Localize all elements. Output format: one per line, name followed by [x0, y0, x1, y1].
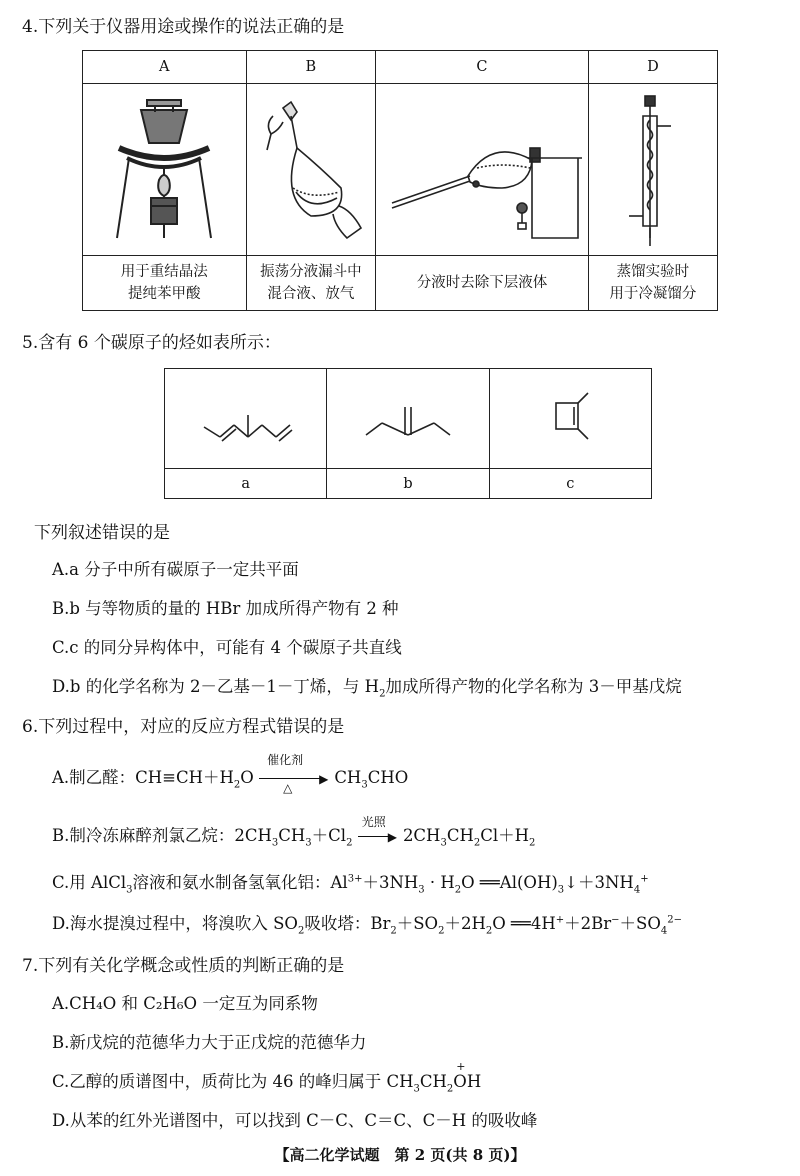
reaction-arrow-b: 光照 ▶	[358, 827, 398, 847]
funnel-and-beaker-illustration	[382, 88, 582, 248]
q7-option-a: A.CH₄O 和 C₂H₆O 一定互为同系物	[52, 994, 318, 1013]
structure-label-c: c	[489, 469, 651, 499]
skeletal-formula-a	[176, 377, 316, 457]
structure-c	[489, 369, 651, 469]
q4-table	[82, 50, 718, 311]
q7-option-b: B.新戊烷的范德华力大于正戊烷的范德华力	[52, 1033, 367, 1052]
condenser-illustration	[613, 88, 693, 248]
page-footer: 【高二化学试题 第 2 页(共 8 页)】	[274, 1146, 526, 1164]
structure-a	[165, 369, 327, 469]
q4-caption-a: 用于重结晶法 提纯苯甲酸	[83, 256, 247, 311]
q4-figure-b	[246, 84, 376, 256]
q4-caption-b: 振荡分液漏斗中 混合液、放气	[246, 256, 376, 311]
q5-option-c: C.c 的同分异构体中，可能有 4 个碳原子共直线	[52, 638, 402, 657]
q6-option-c: C.用 AlCl$_3$溶液和氨水制备氢氧化铝：$Al^{3+}+3NH_3 \cdot H_2O$ $══Al(OH)_3↓+3NH_4^+$	[52, 873, 649, 896]
q4-header-a: A	[83, 51, 247, 84]
q4-figure-c	[376, 84, 589, 256]
q4-caption-c: 分液时去除下层液体	[376, 256, 589, 311]
q5-option-b: B.b 与等物质的量的 HBr 加成所得产物有 2 种	[52, 599, 399, 618]
skeletal-formula-c	[500, 377, 640, 457]
evaporation-apparatus-illustration	[89, 88, 239, 248]
q4-header-b: B	[246, 51, 376, 84]
q7-option-c: C.乙醇的质谱图中，质荷比为 46 的峰归属于 $CH_3CH_2O$ + H	[52, 1060, 482, 1095]
q4-header-c: C	[376, 51, 589, 84]
reaction-arrow-a: 催化剂 ▶ △	[259, 769, 329, 789]
structure-label-a: a	[165, 469, 327, 499]
q4-stem: 4.下列关于仪器用途或操作的说法正确的是	[22, 17, 345, 37]
q7-option-d: D.从苯的红外光谱图中，可以找到 C－C、C＝C、C－H 的吸收峰	[52, 1111, 538, 1130]
q5-option-d: D.b 的化学名称为 2－乙基－1－丁烯，与 $H_2$加成所得产物的化学名称为 3－甲基戊烷	[52, 677, 682, 700]
q6-option-d: D.海水提溴过程中，将溴吹入 $SO_2$吸收塔：$Br_2+SO_2+2H_2O$ $══4H^++2Br^-+SO_4^{2-}$	[52, 914, 683, 937]
structure-label-b: b	[327, 469, 489, 499]
q5-prompt: 下列叙述错误的是	[34, 523, 170, 543]
q4-figure-d	[588, 84, 717, 256]
skeletal-formula-b	[338, 377, 478, 457]
separatory-funnel-shaking-illustration	[251, 88, 371, 248]
q4-caption-d: 蒸馏实验时 用于冷凝馏分	[588, 256, 717, 311]
q7-stem: 7.下列有关化学概念或性质的判断正确的是	[22, 956, 345, 976]
q4-figure-a	[83, 84, 247, 256]
q6-stem: 6.下列过程中，对应的反应方程式错误的是	[22, 717, 345, 737]
q6-option-b: B.制冷冻麻醉剂氯乙烷：$2CH_3CH_3+Cl_2$ 光照 ▶ $2CH_3CH_2Cl+H_2$	[52, 814, 536, 849]
q4-header-d: D	[588, 51, 717, 84]
q5-structure-table	[164, 368, 652, 499]
structure-b	[327, 369, 489, 469]
q6-option-a: A.制乙醛：$CH\equiv CH+H_2O$ 催化剂 ▶ △ $CH_3CHO$	[52, 752, 409, 795]
q5-stem: 5.含有 6 个碳原子的烃如表所示：	[22, 333, 281, 353]
q5-option-a: A.a 分子中所有碳原子一定共平面	[52, 560, 299, 579]
